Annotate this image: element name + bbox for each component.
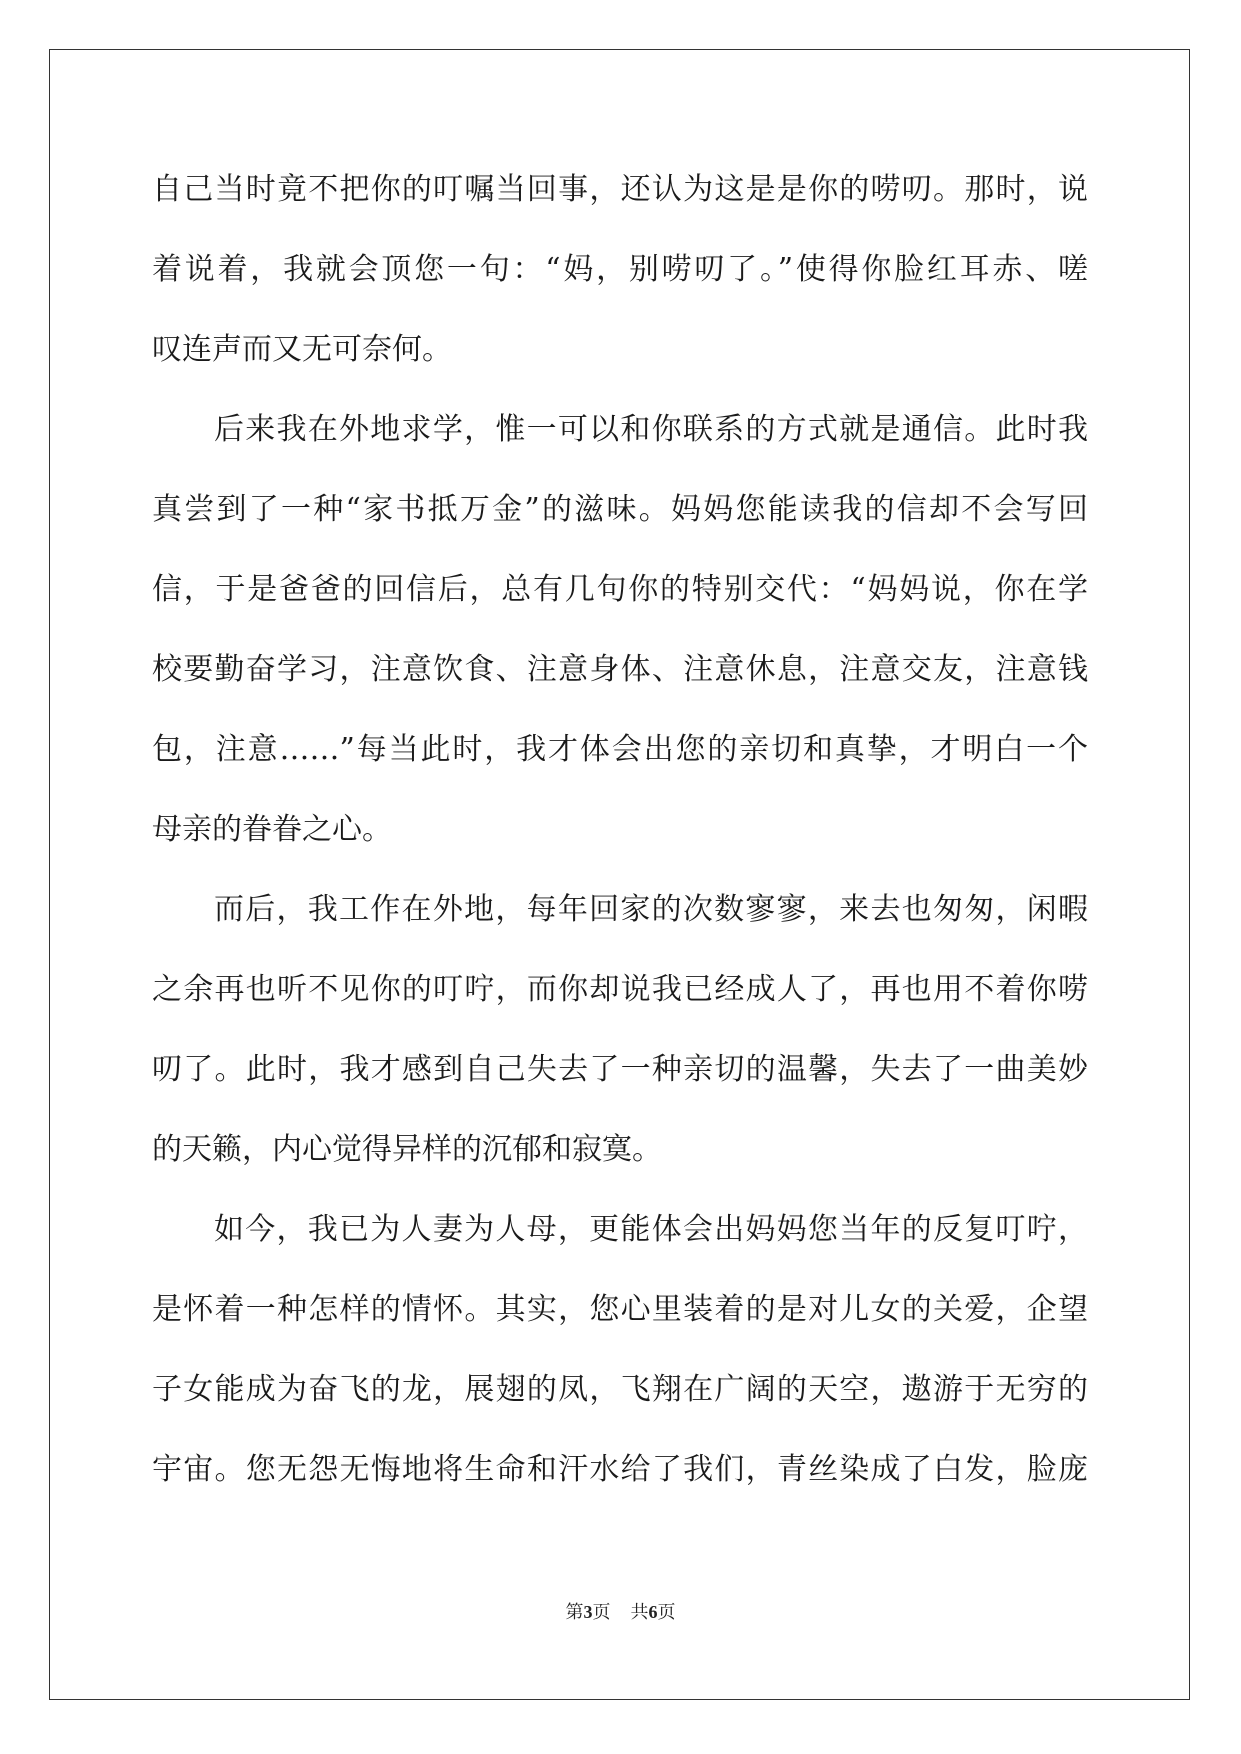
text-line: 是怀着一种怎样的情怀。其实，您心里装着的是对儿女的关爱，企望: [152, 1292, 1088, 1327]
text-line: 叨了。此时，我才感到自己失去了一种亲切的温馨，失去了一曲美妙: [152, 1052, 1088, 1087]
text-line: 如今，我已为人妻为人母，更能体会出妈妈您当年的反复叮咛，: [214, 1212, 1088, 1247]
document-body: [152, 150, 1088, 1510]
text-line: 自己当时竟不把你的叮嘱当回事，还认为这是是你的唠叨。那时，说: [152, 172, 1088, 207]
text-line: 着说着，我就会顶您一句：“妈，别唠叨了。”使得你脸红耳赤、嗟: [152, 252, 1088, 287]
page-number-label: 第3页: [565, 1602, 611, 1623]
text-line: 真尝到了一种“家书抵万金”的滋味。妈妈您能读我的信却不会写回: [152, 492, 1088, 527]
text-line: 的天籁，内心觉得异样的沉郁和寂寞。: [152, 1132, 662, 1167]
text-line: 母亲的眷眷之心。: [152, 812, 392, 847]
paragraph: [152, 150, 1088, 390]
paragraph: [152, 1190, 1088, 1510]
page-footer: [0, 1598, 1241, 1624]
text-line: 后来我在外地求学，惟一可以和你联系的方式就是通信。此时我: [214, 412, 1088, 447]
text-line: 而后，我工作在外地，每年回家的次数寥寥，来去也匆匆，闲暇: [214, 892, 1088, 927]
text-line: 之余再也听不见你的叮咛，而你却说我已经成人了，再也用不着你唠: [152, 972, 1088, 1007]
text-line: 子女能成为奋飞的龙，展翅的凤，飞翔在广阔的天空，遨游于无穷的: [152, 1372, 1088, 1407]
page-total-label: 共6页: [630, 1602, 676, 1623]
text-line: 包，注意……”每当此时，我才体会出您的亲切和真挚，才明白一个: [152, 732, 1088, 767]
paragraph: [152, 390, 1088, 870]
paragraph: [152, 870, 1088, 1190]
text-line: 校要勤奋学习，注意饮食、注意身体、注意休息，注意交友，注意钱: [152, 652, 1088, 687]
text-line: 信，于是爸爸的回信后，总有几句你的特别交代：“妈妈说，你在学: [152, 572, 1088, 607]
text-line: 叹连声而又无可奈何。: [152, 332, 452, 367]
text-line: 宇宙。您无怨无悔地将生命和汗水给了我们，青丝染成了白发，脸庞: [152, 1452, 1088, 1487]
